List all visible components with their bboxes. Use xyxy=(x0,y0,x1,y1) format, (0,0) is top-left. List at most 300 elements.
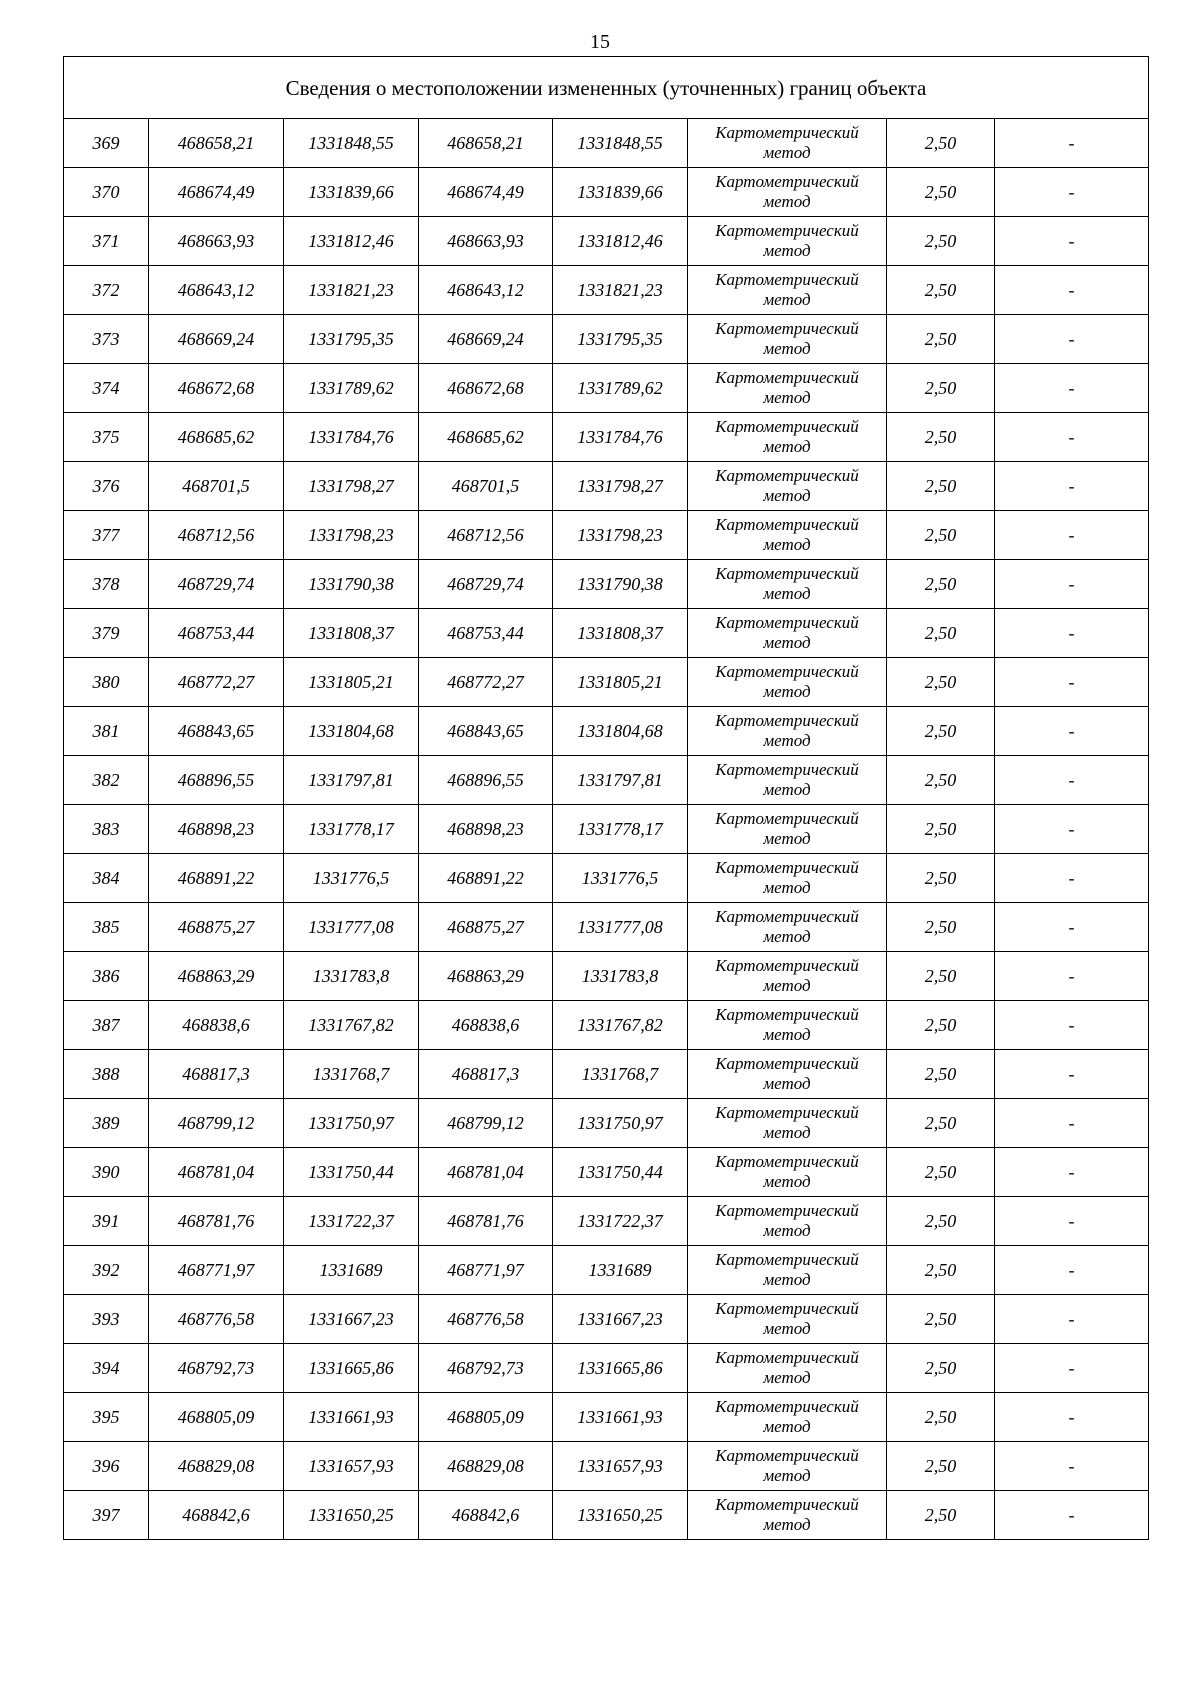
existing-y-cell: 1331798,23 xyxy=(284,511,419,560)
description-cell: - xyxy=(995,413,1149,462)
mean-square-error-cell: 2,50 xyxy=(887,413,995,462)
refined-x-cell: 468701,5 xyxy=(419,462,553,511)
method-cell xyxy=(688,1442,887,1491)
point-number-cell: 392 xyxy=(64,1246,149,1295)
mean-square-error-cell: 2,50 xyxy=(887,511,995,560)
method-line-2: метод xyxy=(763,633,811,652)
existing-x-cell: 468753,44 xyxy=(149,609,284,658)
description-cell: - xyxy=(995,1393,1149,1442)
refined-y-cell: 1331783,8 xyxy=(553,952,688,1001)
method-line-1: Картометрический xyxy=(715,1348,859,1367)
mean-square-error-cell: 2,50 xyxy=(887,707,995,756)
refined-x-cell: 468776,58 xyxy=(419,1295,553,1344)
existing-y-cell: 1331650,25 xyxy=(284,1491,419,1540)
method-cell xyxy=(688,1148,887,1197)
mean-square-error-cell: 2,50 xyxy=(887,756,995,805)
table-row xyxy=(64,707,1149,756)
method-cell xyxy=(688,1393,887,1442)
method-line-2: метод xyxy=(763,437,811,456)
point-number-cell: 379 xyxy=(64,609,149,658)
method-line-2: метод xyxy=(763,339,811,358)
method-line-1: Картометрический xyxy=(715,1397,859,1416)
mean-square-error-cell: 2,50 xyxy=(887,805,995,854)
method-line-1: Картометрический xyxy=(715,907,859,926)
existing-y-cell: 1331798,27 xyxy=(284,462,419,511)
point-number-cell: 381 xyxy=(64,707,149,756)
refined-x-cell: 468896,55 xyxy=(419,756,553,805)
existing-y-cell: 1331797,81 xyxy=(284,756,419,805)
method-cell xyxy=(688,511,887,560)
description-cell: - xyxy=(995,511,1149,560)
description-cell: - xyxy=(995,560,1149,609)
refined-y-cell: 1331665,86 xyxy=(553,1344,688,1393)
description-cell: - xyxy=(995,1197,1149,1246)
method-cell xyxy=(688,1344,887,1393)
refined-y-cell: 1331848,55 xyxy=(553,119,688,168)
method-line-1: Картометрический xyxy=(715,662,859,681)
description-cell: - xyxy=(995,217,1149,266)
existing-y-cell: 1331839,66 xyxy=(284,168,419,217)
refined-y-cell: 1331821,23 xyxy=(553,266,688,315)
description-cell: - xyxy=(995,364,1149,413)
method-line-2: метод xyxy=(763,290,811,309)
description-cell: - xyxy=(995,119,1149,168)
method-cell xyxy=(688,658,887,707)
refined-x-cell: 468772,27 xyxy=(419,658,553,707)
existing-y-cell: 1331790,38 xyxy=(284,560,419,609)
existing-y-cell: 1331789,62 xyxy=(284,364,419,413)
refined-x-cell: 468781,04 xyxy=(419,1148,553,1197)
method-line-2: метод xyxy=(763,976,811,995)
description-cell: - xyxy=(995,1001,1149,1050)
description-cell: - xyxy=(995,1050,1149,1099)
method-cell xyxy=(688,266,887,315)
refined-x-cell: 468799,12 xyxy=(419,1099,553,1148)
table-row xyxy=(64,805,1149,854)
point-number-cell: 369 xyxy=(64,119,149,168)
point-number-cell: 389 xyxy=(64,1099,149,1148)
refined-y-cell: 1331790,38 xyxy=(553,560,688,609)
existing-y-cell: 1331795,35 xyxy=(284,315,419,364)
refined-y-cell: 1331750,97 xyxy=(553,1099,688,1148)
existing-y-cell: 1331808,37 xyxy=(284,609,419,658)
point-number-cell: 374 xyxy=(64,364,149,413)
mean-square-error-cell: 2,50 xyxy=(887,1050,995,1099)
existing-x-cell: 468669,24 xyxy=(149,315,284,364)
point-number-cell: 382 xyxy=(64,756,149,805)
refined-y-cell: 1331805,21 xyxy=(553,658,688,707)
refined-x-cell: 468672,68 xyxy=(419,364,553,413)
existing-y-cell: 1331821,23 xyxy=(284,266,419,315)
method-line-1: Картометрический xyxy=(715,1152,859,1171)
description-cell: - xyxy=(995,1344,1149,1393)
mean-square-error-cell: 2,50 xyxy=(887,217,995,266)
description-cell: - xyxy=(995,903,1149,952)
refined-x-cell: 468658,21 xyxy=(419,119,553,168)
point-number-cell: 394 xyxy=(64,1344,149,1393)
method-cell xyxy=(688,413,887,462)
refined-x-cell: 468729,74 xyxy=(419,560,553,609)
table-row xyxy=(64,315,1149,364)
point-number-cell: 388 xyxy=(64,1050,149,1099)
table-row xyxy=(64,1050,1149,1099)
table-row xyxy=(64,1442,1149,1491)
method-line-2: метод xyxy=(763,1466,811,1485)
refined-x-cell: 468753,44 xyxy=(419,609,553,658)
method-line-2: метод xyxy=(763,535,811,554)
refined-y-cell: 1331776,5 xyxy=(553,854,688,903)
mean-square-error-cell: 2,50 xyxy=(887,1246,995,1295)
point-number-cell: 385 xyxy=(64,903,149,952)
refined-y-cell: 1331798,27 xyxy=(553,462,688,511)
method-line-2: метод xyxy=(763,1270,811,1289)
existing-x-cell: 468898,23 xyxy=(149,805,284,854)
table-row xyxy=(64,119,1149,168)
refined-x-cell: 468863,29 xyxy=(419,952,553,1001)
existing-x-cell: 468843,65 xyxy=(149,707,284,756)
page-number: 15 xyxy=(590,31,610,53)
method-line-1: Картометрический xyxy=(715,319,859,338)
method-cell xyxy=(688,1001,887,1050)
refined-x-cell: 468838,6 xyxy=(419,1001,553,1050)
existing-x-cell: 468771,97 xyxy=(149,1246,284,1295)
existing-x-cell: 468672,68 xyxy=(149,364,284,413)
point-number-cell: 380 xyxy=(64,658,149,707)
point-number-cell: 372 xyxy=(64,266,149,315)
method-line-2: метод xyxy=(763,780,811,799)
description-cell: - xyxy=(995,1295,1149,1344)
method-cell xyxy=(688,560,887,609)
refined-x-cell: 468781,76 xyxy=(419,1197,553,1246)
refined-y-cell: 1331777,08 xyxy=(553,903,688,952)
method-line-1: Картометрический xyxy=(715,613,859,632)
method-line-1: Картометрический xyxy=(715,1054,859,1073)
method-cell xyxy=(688,119,887,168)
method-line-1: Картометрический xyxy=(715,123,859,142)
refined-y-cell: 1331839,66 xyxy=(553,168,688,217)
existing-x-cell: 468805,09 xyxy=(149,1393,284,1442)
description-cell: - xyxy=(995,805,1149,854)
description-cell: - xyxy=(995,756,1149,805)
mean-square-error-cell: 2,50 xyxy=(887,266,995,315)
existing-x-cell: 468891,22 xyxy=(149,854,284,903)
refined-x-cell: 468898,23 xyxy=(419,805,553,854)
table-row xyxy=(64,1148,1149,1197)
method-line-2: метод xyxy=(763,878,811,897)
method-line-2: метод xyxy=(763,1319,811,1338)
existing-x-cell: 468863,29 xyxy=(149,952,284,1001)
point-number-cell: 384 xyxy=(64,854,149,903)
method-line-1: Картометрический xyxy=(715,956,859,975)
mean-square-error-cell: 2,50 xyxy=(887,1491,995,1540)
point-number-cell: 373 xyxy=(64,315,149,364)
method-cell xyxy=(688,609,887,658)
existing-x-cell: 468729,74 xyxy=(149,560,284,609)
coordinates-table xyxy=(63,56,1149,1540)
method-line-1: Картометрический xyxy=(715,417,859,436)
method-line-2: метод xyxy=(763,829,811,848)
method-line-2: метод xyxy=(763,1515,811,1534)
mean-square-error-cell: 2,50 xyxy=(887,1001,995,1050)
point-number-cell: 375 xyxy=(64,413,149,462)
existing-x-cell: 468842,6 xyxy=(149,1491,284,1540)
refined-x-cell: 468829,08 xyxy=(419,1442,553,1491)
method-line-2: метод xyxy=(763,682,811,701)
table-row xyxy=(64,1099,1149,1148)
refined-y-cell: 1331784,76 xyxy=(553,413,688,462)
existing-x-cell: 468817,3 xyxy=(149,1050,284,1099)
point-number-cell: 386 xyxy=(64,952,149,1001)
method-line-1: Картометрический xyxy=(715,564,859,583)
method-cell xyxy=(688,315,887,364)
existing-y-cell: 1331805,21 xyxy=(284,658,419,707)
existing-y-cell: 1331783,8 xyxy=(284,952,419,1001)
table-row xyxy=(64,1393,1149,1442)
method-line-1: Картометрический xyxy=(715,221,859,240)
table-row xyxy=(64,952,1149,1001)
table-row xyxy=(64,266,1149,315)
existing-y-cell: 1331689 xyxy=(284,1246,419,1295)
refined-y-cell: 1331812,46 xyxy=(553,217,688,266)
method-line-1: Картометрический xyxy=(715,1299,859,1318)
mean-square-error-cell: 2,50 xyxy=(887,1148,995,1197)
table-row xyxy=(64,1246,1149,1295)
method-line-1: Картометрический xyxy=(715,809,859,828)
method-cell xyxy=(688,756,887,805)
existing-x-cell: 468781,04 xyxy=(149,1148,284,1197)
existing-x-cell: 468663,93 xyxy=(149,217,284,266)
mean-square-error-cell: 2,50 xyxy=(887,1442,995,1491)
existing-x-cell: 468781,76 xyxy=(149,1197,284,1246)
method-line-1: Картометрический xyxy=(715,1103,859,1122)
table-row xyxy=(64,364,1149,413)
method-cell xyxy=(688,707,887,756)
method-line-2: метод xyxy=(763,388,811,407)
point-number-cell: 397 xyxy=(64,1491,149,1540)
table-title-row xyxy=(64,57,1149,119)
description-cell: - xyxy=(995,952,1149,1001)
refined-x-cell: 468712,56 xyxy=(419,511,553,560)
mean-square-error-cell: 2,50 xyxy=(887,364,995,413)
method-line-2: метод xyxy=(763,241,811,260)
description-cell: - xyxy=(995,1099,1149,1148)
description-cell: - xyxy=(995,707,1149,756)
method-line-1: Картометрический xyxy=(715,368,859,387)
method-line-1: Картометрический xyxy=(715,1201,859,1220)
refined-y-cell: 1331750,44 xyxy=(553,1148,688,1197)
method-line-1: Картометрический xyxy=(715,270,859,289)
existing-y-cell: 1331767,82 xyxy=(284,1001,419,1050)
method-cell xyxy=(688,1295,887,1344)
existing-x-cell: 468799,12 xyxy=(149,1099,284,1148)
method-line-1: Картометрический xyxy=(715,1250,859,1269)
point-number-cell: 393 xyxy=(64,1295,149,1344)
refined-y-cell: 1331795,35 xyxy=(553,315,688,364)
existing-x-cell: 468658,21 xyxy=(149,119,284,168)
refined-x-cell: 468771,97 xyxy=(419,1246,553,1295)
method-line-2: метод xyxy=(763,486,811,505)
existing-x-cell: 468838,6 xyxy=(149,1001,284,1050)
existing-y-cell: 1331784,76 xyxy=(284,413,419,462)
method-line-2: метод xyxy=(763,927,811,946)
refined-y-cell: 1331722,37 xyxy=(553,1197,688,1246)
existing-x-cell: 468792,73 xyxy=(149,1344,284,1393)
description-cell: - xyxy=(995,609,1149,658)
point-number-cell: 395 xyxy=(64,1393,149,1442)
existing-y-cell: 1331667,23 xyxy=(284,1295,419,1344)
table-row xyxy=(64,1491,1149,1540)
method-line-2: метод xyxy=(763,192,811,211)
existing-y-cell: 1331768,7 xyxy=(284,1050,419,1099)
table-row xyxy=(64,462,1149,511)
existing-y-cell: 1331722,37 xyxy=(284,1197,419,1246)
existing-x-cell: 468685,62 xyxy=(149,413,284,462)
point-number-cell: 378 xyxy=(64,560,149,609)
table-row xyxy=(64,1197,1149,1246)
method-cell xyxy=(688,217,887,266)
description-cell: - xyxy=(995,1148,1149,1197)
point-number-cell: 391 xyxy=(64,1197,149,1246)
method-cell xyxy=(688,805,887,854)
point-number-cell: 383 xyxy=(64,805,149,854)
method-cell xyxy=(688,854,887,903)
method-cell xyxy=(688,1099,887,1148)
existing-x-cell: 468829,08 xyxy=(149,1442,284,1491)
method-cell xyxy=(688,462,887,511)
method-line-2: метод xyxy=(763,1123,811,1142)
method-line-2: метод xyxy=(763,143,811,162)
refined-y-cell: 1331689 xyxy=(553,1246,688,1295)
refined-y-cell: 1331797,81 xyxy=(553,756,688,805)
method-cell xyxy=(688,952,887,1001)
method-line-1: Картометрический xyxy=(715,1446,859,1465)
mean-square-error-cell: 2,50 xyxy=(887,1197,995,1246)
mean-square-error-cell: 2,50 xyxy=(887,658,995,707)
point-number-cell: 390 xyxy=(64,1148,149,1197)
existing-y-cell: 1331776,5 xyxy=(284,854,419,903)
existing-y-cell: 1331657,93 xyxy=(284,1442,419,1491)
method-line-1: Картометрический xyxy=(715,858,859,877)
point-number-cell: 387 xyxy=(64,1001,149,1050)
existing-x-cell: 468712,56 xyxy=(149,511,284,560)
method-line-1: Картометрический xyxy=(715,172,859,191)
refined-x-cell: 468875,27 xyxy=(419,903,553,952)
refined-y-cell: 1331657,93 xyxy=(553,1442,688,1491)
table-row xyxy=(64,1344,1149,1393)
method-cell xyxy=(688,364,887,413)
refined-x-cell: 468842,6 xyxy=(419,1491,553,1540)
refined-x-cell: 468643,12 xyxy=(419,266,553,315)
description-cell: - xyxy=(995,1246,1149,1295)
refined-y-cell: 1331767,82 xyxy=(553,1001,688,1050)
point-number-cell: 371 xyxy=(64,217,149,266)
description-cell: - xyxy=(995,1491,1149,1540)
description-cell: - xyxy=(995,462,1149,511)
table-row xyxy=(64,609,1149,658)
mean-square-error-cell: 2,50 xyxy=(887,560,995,609)
existing-y-cell: 1331665,86 xyxy=(284,1344,419,1393)
refined-y-cell: 1331804,68 xyxy=(553,707,688,756)
refined-x-cell: 468891,22 xyxy=(419,854,553,903)
refined-y-cell: 1331798,23 xyxy=(553,511,688,560)
existing-x-cell: 468875,27 xyxy=(149,903,284,952)
existing-x-cell: 468701,5 xyxy=(149,462,284,511)
refined-y-cell: 1331768,7 xyxy=(553,1050,688,1099)
mean-square-error-cell: 2,50 xyxy=(887,952,995,1001)
mean-square-error-cell: 2,50 xyxy=(887,1344,995,1393)
mean-square-error-cell: 2,50 xyxy=(887,1295,995,1344)
mean-square-error-cell: 2,50 xyxy=(887,854,995,903)
method-cell xyxy=(688,1197,887,1246)
refined-x-cell: 468663,93 xyxy=(419,217,553,266)
table-title: Сведения о местоположении измененных (уточненных) границ объекта xyxy=(64,57,1149,119)
table-row xyxy=(64,413,1149,462)
method-line-2: метод xyxy=(763,1074,811,1093)
refined-x-cell: 468669,24 xyxy=(419,315,553,364)
point-number-cell: 376 xyxy=(64,462,149,511)
existing-y-cell: 1331778,17 xyxy=(284,805,419,854)
existing-y-cell: 1331848,55 xyxy=(284,119,419,168)
method-line-2: метод xyxy=(763,1221,811,1240)
table-row xyxy=(64,903,1149,952)
method-line-1: Картометрический xyxy=(715,1005,859,1024)
method-cell xyxy=(688,1246,887,1295)
table-body xyxy=(64,57,1149,1540)
existing-y-cell: 1331804,68 xyxy=(284,707,419,756)
refined-y-cell: 1331667,23 xyxy=(553,1295,688,1344)
table-row xyxy=(64,168,1149,217)
existing-y-cell: 1331750,44 xyxy=(284,1148,419,1197)
method-cell xyxy=(688,1491,887,1540)
mean-square-error-cell: 2,50 xyxy=(887,609,995,658)
method-cell xyxy=(688,903,887,952)
mean-square-error-cell: 2,50 xyxy=(887,1393,995,1442)
table-row xyxy=(64,756,1149,805)
mean-square-error-cell: 2,50 xyxy=(887,168,995,217)
refined-x-cell: 468843,65 xyxy=(419,707,553,756)
table-row xyxy=(64,658,1149,707)
mean-square-error-cell: 2,50 xyxy=(887,903,995,952)
description-cell: - xyxy=(995,1442,1149,1491)
existing-x-cell: 468896,55 xyxy=(149,756,284,805)
existing-y-cell: 1331661,93 xyxy=(284,1393,419,1442)
existing-x-cell: 468776,58 xyxy=(149,1295,284,1344)
refined-x-cell: 468685,62 xyxy=(419,413,553,462)
method-line-2: метод xyxy=(763,1417,811,1436)
method-line-1: Картометрический xyxy=(715,515,859,534)
refined-x-cell: 468792,73 xyxy=(419,1344,553,1393)
table-row xyxy=(64,1001,1149,1050)
refined-x-cell: 468817,3 xyxy=(419,1050,553,1099)
table-row xyxy=(64,1295,1149,1344)
mean-square-error-cell: 2,50 xyxy=(887,119,995,168)
mean-square-error-cell: 2,50 xyxy=(887,462,995,511)
refined-y-cell: 1331650,25 xyxy=(553,1491,688,1540)
point-number-cell: 377 xyxy=(64,511,149,560)
method-line-1: Картометрический xyxy=(715,1495,859,1514)
description-cell: - xyxy=(995,658,1149,707)
description-cell: - xyxy=(995,315,1149,364)
refined-y-cell: 1331661,93 xyxy=(553,1393,688,1442)
refined-x-cell: 468805,09 xyxy=(419,1393,553,1442)
table-row xyxy=(64,217,1149,266)
method-cell xyxy=(688,168,887,217)
existing-x-cell: 468643,12 xyxy=(149,266,284,315)
description-cell: - xyxy=(995,266,1149,315)
refined-y-cell: 1331808,37 xyxy=(553,609,688,658)
description-cell: - xyxy=(995,854,1149,903)
method-line-1: Картометрический xyxy=(715,760,859,779)
